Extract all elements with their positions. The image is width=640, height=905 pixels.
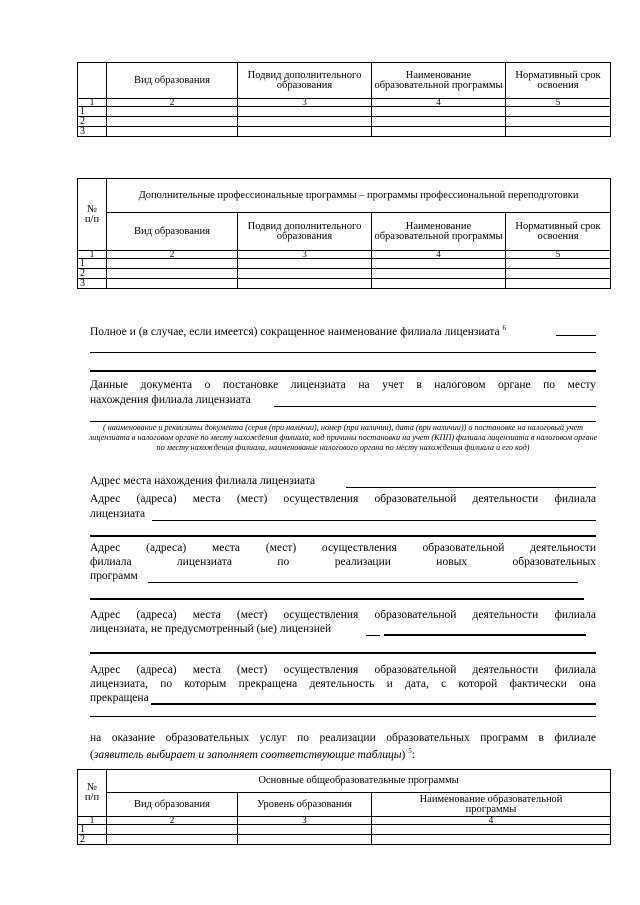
- tax-label: Данные документа о постановке лицензиата на учет в налоговом органе по месту: [90, 379, 596, 391]
- col-number: 1: [78, 251, 107, 259]
- cell-term[interactable]: [506, 269, 611, 279]
- new-programs-address-label-line2: филиала лицензиата по реализации новых образовательных: [90, 556, 596, 568]
- unlisted-address-field-line[interactable]: [90, 652, 596, 654]
- col-number: 1: [78, 817, 107, 825]
- branch-name-text: Полное и (в случае, если имеется) сокращенное наименование филиала лицензиата: [90, 325, 500, 338]
- table-row: [78, 835, 611, 845]
- services-label: на оказание образовательных услуг по реализации образовательных программ в филиале: [90, 732, 596, 744]
- cell-subtype[interactable]: [238, 279, 372, 289]
- table-additional-education: [77, 62, 611, 137]
- cell-subtype[interactable]: [238, 269, 372, 279]
- cell-type[interactable]: [107, 117, 238, 127]
- col-number: 5: [506, 251, 611, 259]
- col-header-program: Наименование образовательной программы: [372, 63, 506, 99]
- col-header-type: Вид образования: [107, 793, 238, 817]
- col-number: 3: [238, 251, 372, 259]
- col-no-header: [78, 63, 107, 99]
- cell-program[interactable]: [372, 825, 611, 835]
- cell-program[interactable]: [372, 269, 506, 279]
- cell-term[interactable]: [506, 127, 611, 137]
- cell-level[interactable]: [238, 835, 372, 845]
- col-header-term: Нормативный срок освоения: [506, 63, 611, 99]
- col-number: 4: [372, 99, 506, 107]
- col-header-program: Наименование образовательной программы: [372, 793, 611, 817]
- cell-term[interactable]: [506, 117, 611, 127]
- col-no-header: № п/п: [78, 770, 107, 817]
- new-programs-address-label: Адрес (адреса) места (мест) осуществления образовательной деятельности: [90, 542, 596, 554]
- row-number: 2: [78, 835, 107, 845]
- branch-address-text: Адрес места нахождения филиала лицензиата: [90, 475, 316, 487]
- table-row: [78, 279, 611, 289]
- table-general-education: [77, 769, 611, 845]
- col-number: 3: [238, 817, 372, 825]
- cell-program[interactable]: [372, 117, 506, 127]
- tax-hint: ( наименование и реквизиты документа (серия (при наличии), номер (при наличии), дата (при наличии)) о постановке на налоговый учет лицензиата в налоговом органе по месту нахождения филиала, код причины постановки на учет (КПП) филиала лицензиата в налоговом органе по месту нахождения филиала, наименование налогового органа по месту нахождения филиала и его код): [88, 423, 598, 452]
- col-header-level: Уровень образования: [238, 793, 372, 817]
- row-number: 1: [78, 107, 107, 117]
- cell-term[interactable]: [506, 107, 611, 117]
- unlisted-address-label: Адрес (адреса) места (мест) осуществления образовательной деятельности филиала: [90, 609, 596, 621]
- cell-type[interactable]: [107, 825, 238, 835]
- tax-label-text: нахождения филиала лицензиата: [90, 394, 251, 406]
- col-number: 5: [506, 99, 611, 107]
- footnote-5: 5: [408, 747, 412, 755]
- table-row: [78, 127, 611, 137]
- cell-subtype[interactable]: [238, 127, 372, 137]
- row-number: 2: [78, 269, 107, 279]
- col-number: 4: [372, 817, 611, 825]
- activity-address-text: лицензиата: [90, 508, 146, 520]
- branch-name-field[interactable]: [556, 335, 596, 336]
- new-programs-address-text: программ: [90, 570, 138, 582]
- branch-name-field-line[interactable]: [90, 352, 596, 353]
- col-number: 3: [238, 99, 372, 107]
- services-instruction: заявитель выбирает и заполняет соответствующие таблицы: [93, 748, 402, 761]
- table-row: [78, 825, 611, 835]
- col-header-subtype: Подвид дополнительного образования: [238, 63, 372, 99]
- footnote-6: 6: [502, 324, 507, 332]
- group-header: Дополнительные профессиональные программы – программы профессиональной переподготовки: [107, 179, 611, 213]
- activity-address-label: Адрес (адреса) места (мест) осуществления образовательной деятельности филиала: [90, 493, 596, 505]
- new-programs-field-line[interactable]: [90, 598, 584, 600]
- col-header-type: Вид образования: [107, 63, 238, 99]
- activity-address-field-line[interactable]: [90, 535, 596, 537]
- col-header-type: Вид образования: [107, 213, 238, 251]
- tax-field[interactable]: [274, 406, 596, 407]
- col-number: 2: [107, 817, 238, 825]
- col-header-program: Наименование образовательной программы: [372, 213, 506, 251]
- row-number: 1: [78, 259, 107, 269]
- cell-type[interactable]: [107, 269, 238, 279]
- stopped-address-text: прекращена: [90, 692, 149, 704]
- cell-subtype[interactable]: [238, 107, 372, 117]
- table-row: [78, 269, 611, 279]
- col-number: 4: [372, 251, 506, 259]
- table-row: [78, 117, 611, 127]
- cell-level[interactable]: [238, 825, 372, 835]
- cell-term[interactable]: [506, 259, 611, 269]
- cell-subtype[interactable]: [238, 117, 372, 127]
- branch-name-field-line[interactable]: [90, 370, 596, 372]
- table-row: [78, 107, 611, 117]
- group-header: Основные общеобразовательные программы: [107, 770, 611, 793]
- stopped-address-label: Адрес (адреса) места (мест) осуществления образовательной деятельности филиала: [90, 664, 596, 676]
- branch-address-field[interactable]: [346, 487, 596, 488]
- unlisted-address-field-b[interactable]: [384, 634, 586, 636]
- cell-subtype[interactable]: [238, 259, 372, 269]
- cell-program[interactable]: [372, 279, 506, 289]
- cell-program[interactable]: [372, 127, 506, 137]
- row-number: 2: [78, 117, 107, 127]
- row-number: 3: [78, 279, 107, 289]
- cell-program[interactable]: [372, 107, 506, 117]
- unlisted-address-text: лицензиата, не предусмотренный (ые) лицензией: [90, 623, 332, 635]
- cell-program[interactable]: [372, 835, 611, 845]
- stopped-address-field-line[interactable]: [90, 716, 596, 717]
- row-number: 3: [78, 127, 107, 137]
- col-number: 2: [107, 251, 238, 259]
- cell-type[interactable]: [107, 835, 238, 845]
- cell-type[interactable]: [107, 127, 238, 137]
- col-no-header: № п/п: [78, 179, 107, 251]
- activity-address-field[interactable]: [152, 520, 596, 521]
- table-row: [78, 259, 611, 269]
- col-number: 2: [107, 99, 238, 107]
- col-header-term: Нормативный срок освоения: [506, 213, 611, 251]
- cell-program[interactable]: [372, 259, 506, 269]
- cell-type[interactable]: [107, 279, 238, 289]
- cell-type[interactable]: [107, 259, 238, 269]
- cell-type[interactable]: [107, 107, 238, 117]
- cell-term[interactable]: [506, 279, 611, 289]
- table-professional-retraining: [77, 178, 611, 289]
- services-label-line2: (заявитель выбирает и заполняет соответствующие таблицы) $^5$:: [90, 747, 415, 761]
- new-programs-field[interactable]: [148, 582, 578, 583]
- branch-name-label: [90, 322, 596, 339]
- unlisted-address-field[interactable]: [366, 635, 380, 636]
- stopped-address-label-line2: лицензиата, по которым прекращена деятельность и дата, с которой фактически она: [90, 678, 596, 690]
- row-number: 1: [78, 825, 107, 835]
- col-header-subtype: Подвид дополнительного образования: [238, 213, 372, 251]
- tax-field-line[interactable]: [90, 421, 596, 422]
- stopped-address-field[interactable]: [151, 703, 596, 705]
- col-number: 1: [78, 99, 107, 107]
